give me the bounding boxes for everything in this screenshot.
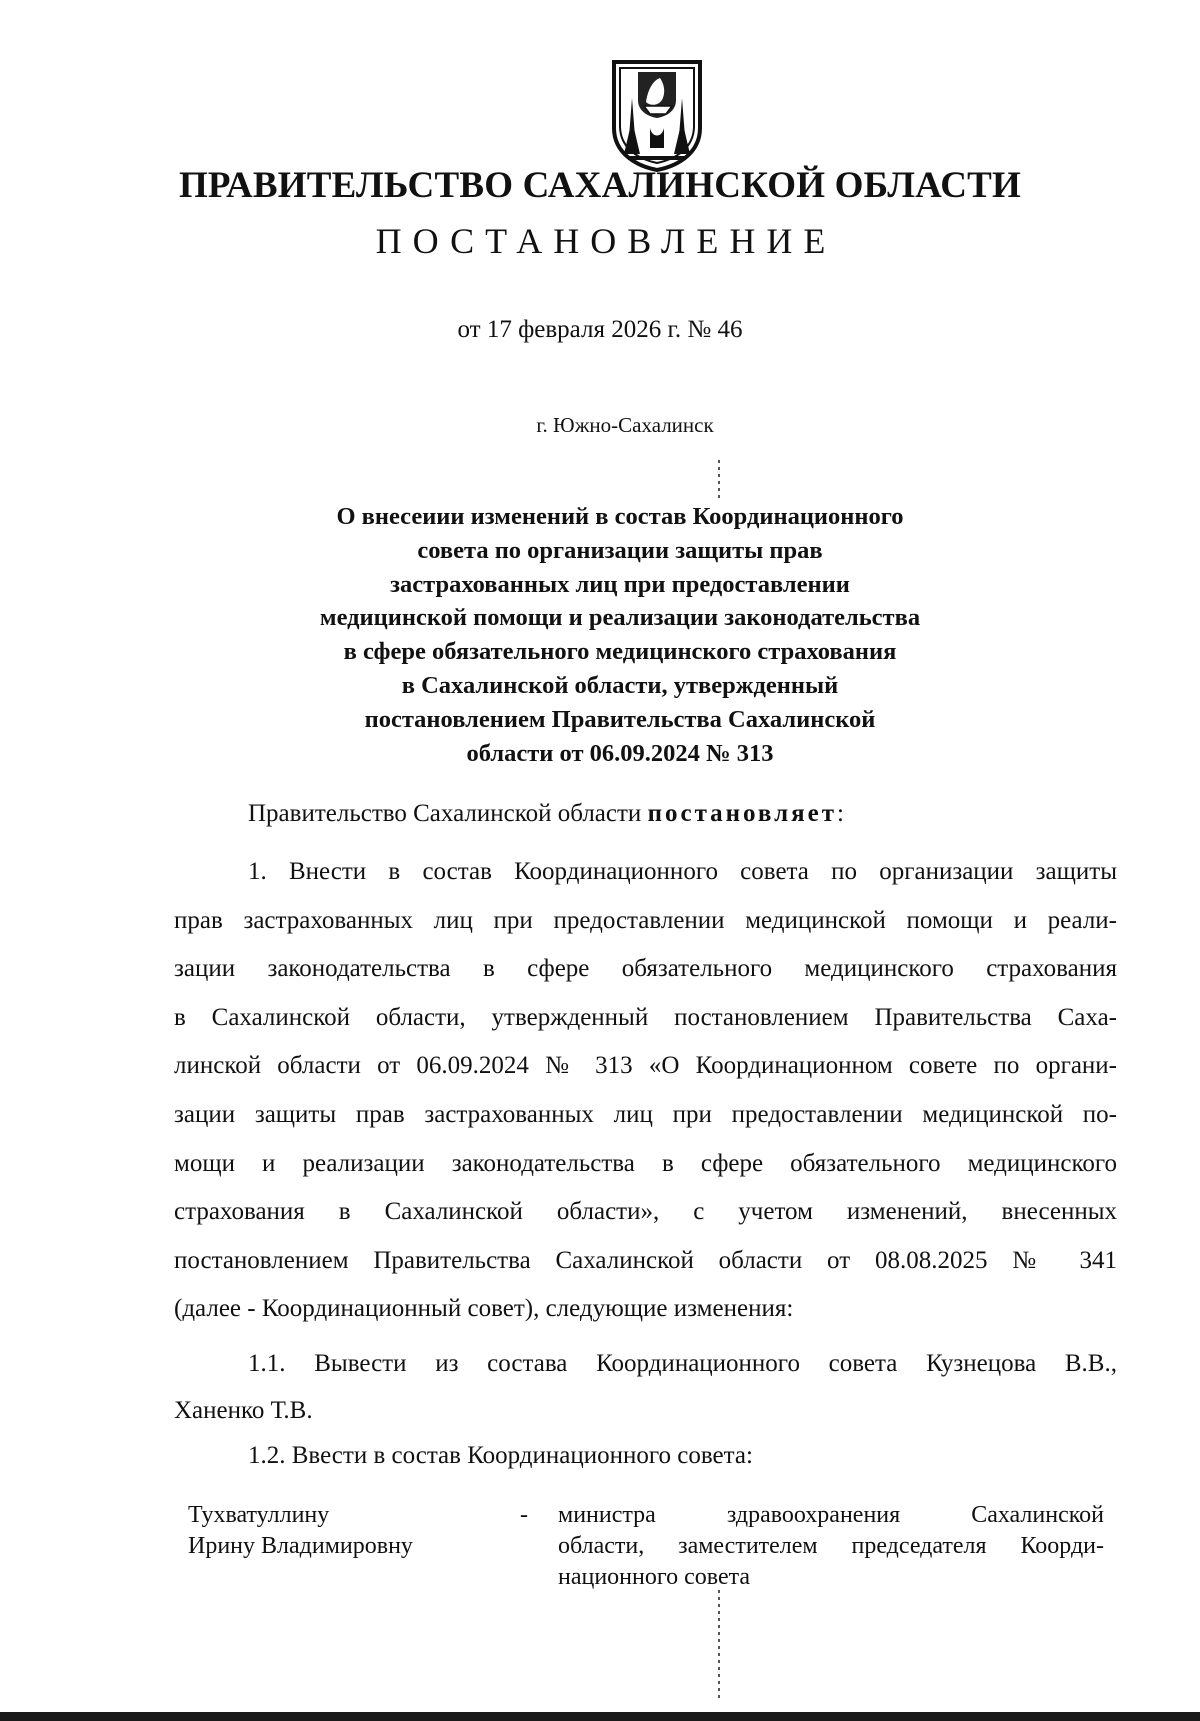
paragraph-line: 1. Внести в состав Координационного совета по организации защиты — [248, 858, 1117, 885]
subject-line: О внесеиии изменений в состав Координационного — [336, 503, 904, 530]
document-date-number: от 17 февраля 2026 г. № 46 — [457, 316, 743, 343]
paragraph-line: зации защиты прав застрахованных лиц при предоставлении медицинской по- — [174, 1100, 1117, 1128]
member-name-line: Ирину Владимировну — [188, 1533, 413, 1559]
document-type: ПОСТАНОВЛЕНИЕ — [375, 221, 837, 261]
paragraph-line: (далее - Координационный совет), следующие изменения: — [174, 1295, 794, 1323]
paragraph-1-2: 1.2. Ввести в состав Координационного совета: — [248, 1442, 753, 1469]
member-dash: - — [520, 1502, 528, 1528]
document-city: г. Южно-Сахалинск — [536, 413, 714, 437]
paragraph-line: страхования в Сахалинской области», с учетом изменений, внесенных — [174, 1198, 1117, 1226]
subject-line: застрахованных лиц при предоставлении — [390, 570, 850, 598]
member-position-line: национного совета — [558, 1564, 751, 1590]
subject-line: области от 06.09.2024 № 313 — [466, 739, 774, 767]
scan-fold-mark — [718, 1590, 720, 1700]
paragraph-line: Ханенко Т.В. — [174, 1397, 313, 1424]
subject-line: в сфере обязательного медицинского страхования — [343, 638, 897, 666]
paragraph-1-1 — [174, 1340, 1117, 1434]
member-name — [188, 1500, 488, 1562]
document-subject — [270, 500, 970, 770]
intro-text: Правительство Сахалинской области — [248, 800, 648, 827]
paragraph-line: в Сахалинской области, утвержденный постановлением Правительства Саха- — [174, 1003, 1117, 1031]
member-position — [558, 1500, 1104, 1593]
subject-line: медицинской помощи и реализации законодательства — [319, 604, 921, 632]
member-name-line: Тухватуллину — [188, 1502, 330, 1528]
paragraph-line: прав застрахованных лиц при предоставлении медицинской помощи и реали- — [174, 906, 1117, 934]
subject-line: постановлением Правительства Сахалинской — [364, 705, 876, 733]
intro-emphasis: постановляет — [647, 800, 838, 827]
paragraph-line: постановлением Правительства Сахалинской области от 08.08.2025 № 341 — [174, 1246, 1117, 1274]
scan-bottom-edge — [0, 1712, 1200, 1721]
paragraph-1 — [174, 848, 1117, 1334]
paragraph-line: зации законодательства в сфере обязательного медицинского страхования — [174, 955, 1117, 983]
subject-line: совета по организации защиты прав — [417, 536, 823, 564]
paragraph-line: мощи и реализации законодательства в сфере обязательного медицинского — [174, 1149, 1117, 1177]
subject-line: в Сахалинской области, утвержденный — [401, 671, 839, 699]
resolution-intro — [248, 800, 844, 828]
intro-tail: : — [837, 800, 844, 827]
scan-fold-mark — [718, 460, 720, 500]
sakhalin-coat-of-arms-icon — [608, 58, 706, 172]
member-position-line: области, заместителем председателя Коорди- — [558, 1533, 1104, 1559]
organization-title: ПРАВИТЕЛЬСТВО САХАЛИНСКОЙ ОБЛАСТИ — [178, 165, 1022, 206]
member-position-line: министра здравоохранения Сахалинской — [558, 1502, 1104, 1528]
paragraph-line: линской области от 06.09.2024 № 313 «О Координационном совете по органи- — [174, 1052, 1117, 1080]
paragraph-line: 1.1. Вывести из состава Координационного совета Кузнецова В.В., — [248, 1350, 1117, 1377]
